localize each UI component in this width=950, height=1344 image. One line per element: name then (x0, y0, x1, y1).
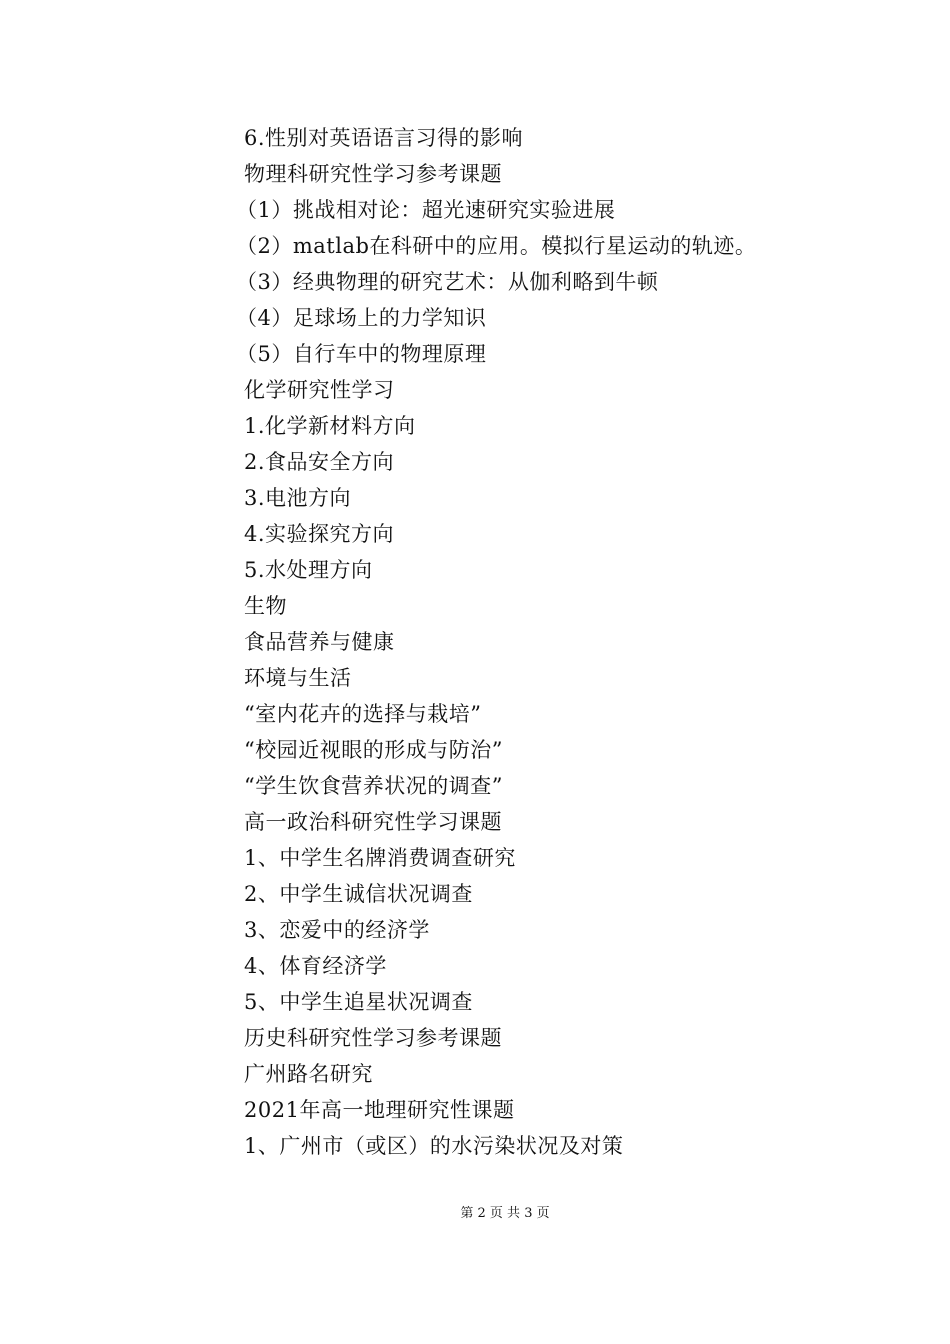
list-item: （5）自行车中的物理原理 (236, 342, 487, 366)
list-item: 3、恋爱中的经济学 (244, 918, 430, 942)
text-line: 环境与生活 (244, 666, 352, 690)
list-item: 1、广州市（或区）的水污染状况及对策 (244, 1134, 624, 1158)
list-item: 3.电池方向 (244, 486, 352, 510)
page-footer (0, 1205, 950, 1223)
list-item: 1.化学新材料方向 (244, 414, 416, 438)
list-item: （2）matlab在科研中的应用。模拟行星运动的轨迹。 (236, 234, 757, 258)
list-item: 5.水处理方向 (244, 558, 373, 582)
footer-suffix: 页 (536, 1206, 550, 1221)
list-item: 4、体育经济学 (244, 954, 387, 978)
list-item: “校园近视眼的形成与防治” (244, 738, 503, 762)
section-heading: 物理科研究性学习参考课题 (244, 162, 502, 186)
list-item: （4）足球场上的力学知识 (236, 306, 487, 330)
list-item: 5、中学生追星状况调查 (244, 990, 473, 1014)
section-heading: 生物 (244, 594, 287, 618)
document-body (236, 120, 884, 1164)
list-item: （3）经典物理的研究艺术：从伽利略到牛顿 (236, 270, 659, 294)
list-item: “室内花卉的选择与栽培” (244, 702, 482, 726)
list-item: 2.食品安全方向 (244, 450, 395, 474)
list-item: 1、中学生名牌消费调查研究 (244, 846, 516, 870)
text-line: 6.性别对英语语言习得的影响 (244, 126, 524, 150)
text-line: 广州路名研究 (244, 1062, 373, 1086)
text-line: 食品营养与健康 (244, 630, 395, 654)
list-item: 4.实验探究方向 (244, 522, 395, 546)
list-item: （1）挑战相对论：超光速研究实验进展 (236, 198, 616, 222)
footer-middle: 页 共 (489, 1206, 521, 1221)
section-heading: 历史科研究性学习参考课题 (244, 1026, 502, 1050)
list-item: “学生饮食营养状况的调查” (244, 774, 503, 798)
footer-prefix: 第 (460, 1206, 474, 1221)
section-heading: 化学研究性学习 (244, 378, 395, 402)
footer-current-page: 2 (477, 1206, 486, 1221)
section-heading: 高一政治科研究性学习课题 (244, 810, 502, 834)
footer-total-pages: 3 (524, 1206, 533, 1221)
section-heading: 2021年高一地理研究性课题 (244, 1098, 515, 1122)
list-item: 2、中学生诚信状况调查 (244, 882, 473, 906)
